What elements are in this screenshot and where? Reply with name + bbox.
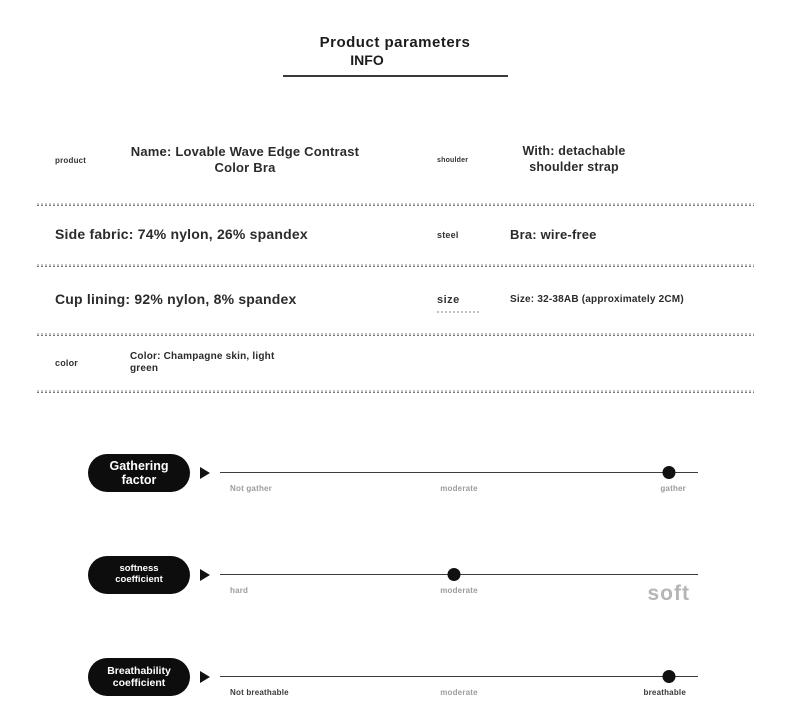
scale-label-left: hard <box>230 586 249 595</box>
scale-softness-coefficient <box>0 555 790 605</box>
param-value-shoulder-strap: With: detachable shoulder strap <box>522 144 626 174</box>
page-header <box>0 0 790 77</box>
page-title: Product parameters <box>319 34 471 51</box>
scale-label-mid: moderate <box>440 586 478 595</box>
scale-track <box>220 453 698 493</box>
rating-scales <box>0 453 790 697</box>
param-row-cup-lining <box>0 267 790 333</box>
scale-pill-label: softness coefficient <box>88 556 190 594</box>
param-row-color <box>0 336 790 390</box>
scale-gathering-factor <box>0 453 790 493</box>
param-value-cup-lining: Cup lining: 92% nylon, 8% spandex <box>55 291 297 308</box>
scale-pill-label: Gathering factor <box>88 454 190 492</box>
scale-track <box>220 555 698 605</box>
param-value-size: Size: 32-38AB (approximately 2CM) <box>510 293 684 305</box>
param-value-color: Color: Champagne skin, light green <box>130 350 275 374</box>
param-value-bra-type: Bra: wire-free <box>510 226 597 242</box>
param-value-side-fabric: Side fabric: 74% nylon, 26% spandex <box>55 226 308 243</box>
param-label-color: color <box>55 358 79 368</box>
scale-label-right: gather <box>660 484 686 493</box>
parameters-table <box>0 117 790 393</box>
scale-breathability-coefficient <box>0 657 790 697</box>
param-row-name <box>0 117 790 203</box>
scale-label-right: soft <box>647 582 690 605</box>
dotted-separator <box>36 390 754 393</box>
title-underline <box>283 75 508 77</box>
scale-label-right: breathable <box>643 688 686 697</box>
scale-label-mid: moderate <box>440 484 478 493</box>
scale-marker-dot <box>448 568 461 581</box>
scale-label-left: Not breathable <box>230 688 289 697</box>
page-subtitle: INFO <box>350 52 384 68</box>
scale-marker-dot <box>663 670 676 683</box>
arrow-right-icon <box>200 467 210 479</box>
scale-track <box>220 657 698 697</box>
param-label-size: size <box>437 294 510 306</box>
arrow-right-icon <box>200 569 210 581</box>
param-label-steel: steel <box>437 230 459 240</box>
scale-pill-label: Breathability coefficient <box>88 658 190 696</box>
param-row-fabric <box>0 206 790 264</box>
scale-label-mid: moderate <box>440 688 478 697</box>
param-label-product: product <box>55 155 87 165</box>
param-label-shoulder: shoulder <box>437 156 469 164</box>
scale-label-left: Not gather <box>230 484 272 493</box>
arrow-right-icon <box>200 671 210 683</box>
param-value-product-name: Name: Lovable Wave Edge Contrast Color Bra <box>130 143 360 175</box>
scale-marker-dot <box>663 466 676 479</box>
